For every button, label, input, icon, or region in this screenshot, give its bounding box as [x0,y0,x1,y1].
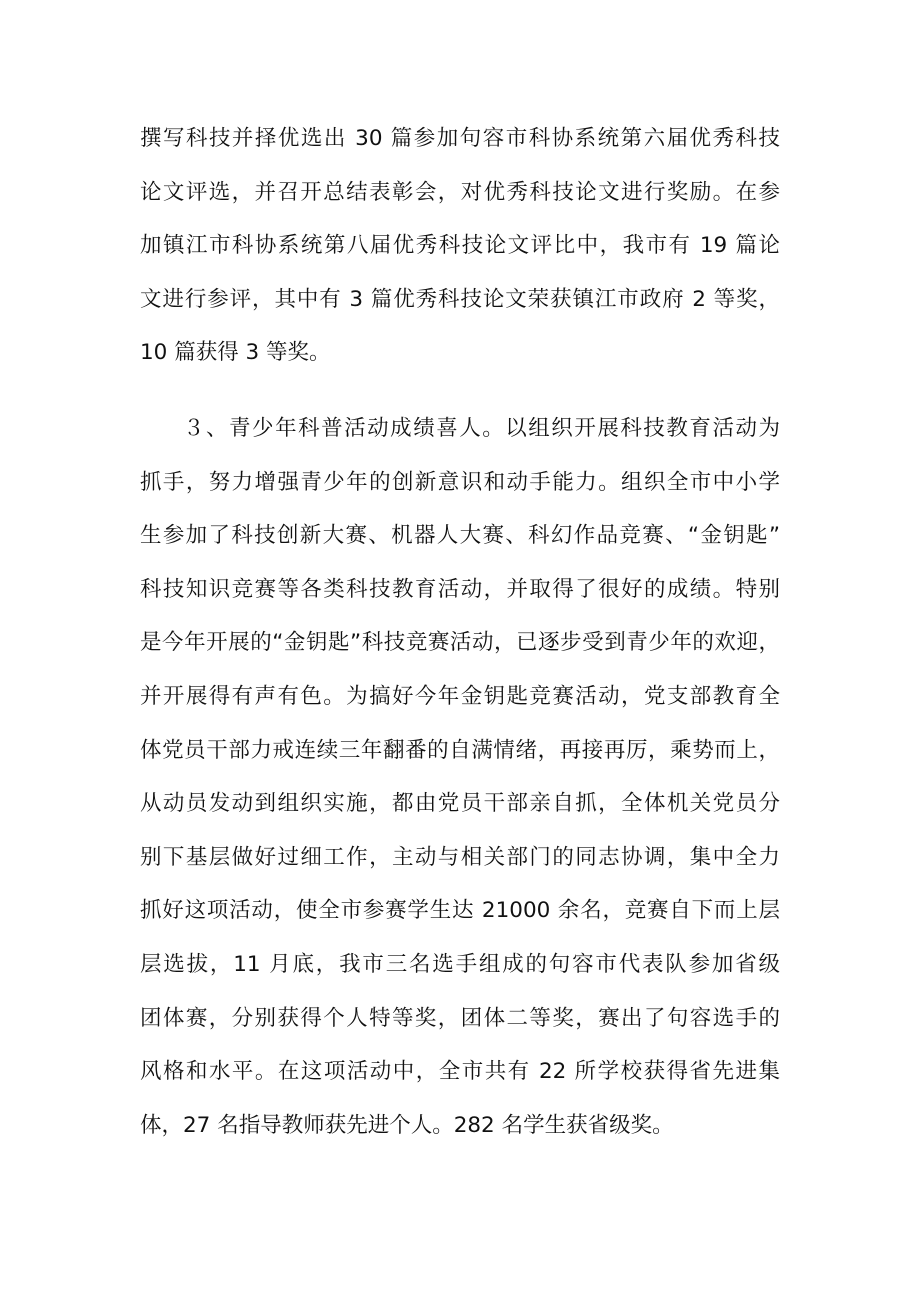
text-line: 文进行参评，其中有 3 篇优秀科技论文荣获镇江市政府 2 等奖， [140,286,780,312]
text-line: 生参加了科技创新大赛、机器人大赛、科幻作品竞赛、“金钥匙” [140,523,780,549]
text-line: 是今年开展的“金钥匙”科技竞赛活动，已逐步受到青少年的欢迎， [140,630,780,656]
text-line: 论文评选，并召开总结表彰会，对优秀科技论文进行奖励。在参 [140,179,780,205]
text-line: 10 篇获得 3 等奖。 [140,340,331,366]
text-line: 团体赛，分别获得个人特等奖，团体二等奖，赛出了句容选手的 [140,1005,780,1031]
text-line: 从动员发动到组织实施，都由党员干部亲自抓，全体机关党员分 [140,791,780,817]
text-line: 风格和水平。在这项活动中，全市共有 22 所学校获得省先进集 [140,1059,780,1085]
text-line: 抓好这项活动，使全市参赛学生达 21000 余名，竞赛自下而上层 [140,898,780,924]
text-line: 并开展得有声有色。为搞好今年金钥匙竞赛活动，党支部教育全 [140,683,780,709]
text-line: ３、青少年科普活动成绩喜人。以组织开展科技教育活动为 [183,415,780,441]
text-line: 体党员干部力戒连续三年翻番的自满情绪，再接再厉，乘势而上， [140,737,780,763]
text-line: 科技知识竞赛等各类科技教育活动，并取得了很好的成绩。特别 [140,576,780,602]
text-line: 抓手，努力增强青少年的创新意识和动手能力。组织全市中小学 [140,469,780,495]
paragraph-youth-science [140,402,780,1152]
paragraph-spacer [140,380,780,402]
paragraph-awards [140,112,780,380]
text-line: 层选拔，11 月底，我市三名选手组成的句容市代表队参加省级 [140,951,780,977]
text-line: 加镇江市科协系统第八届优秀科技论文评比中，我市有 19 篇论 [140,233,780,259]
text-line: 别下基层做好过细工作，主动与相关部门的同志协调，集中全力 [140,844,780,870]
text-line: 体，27 名指导教师获先进个人。282 名学生获省级奖。 [140,1112,674,1138]
document-body [140,112,780,1152]
text-line: 撰写科技并择优选出 30 篇参加句容市科协系统第六届优秀科技 [140,126,780,151]
